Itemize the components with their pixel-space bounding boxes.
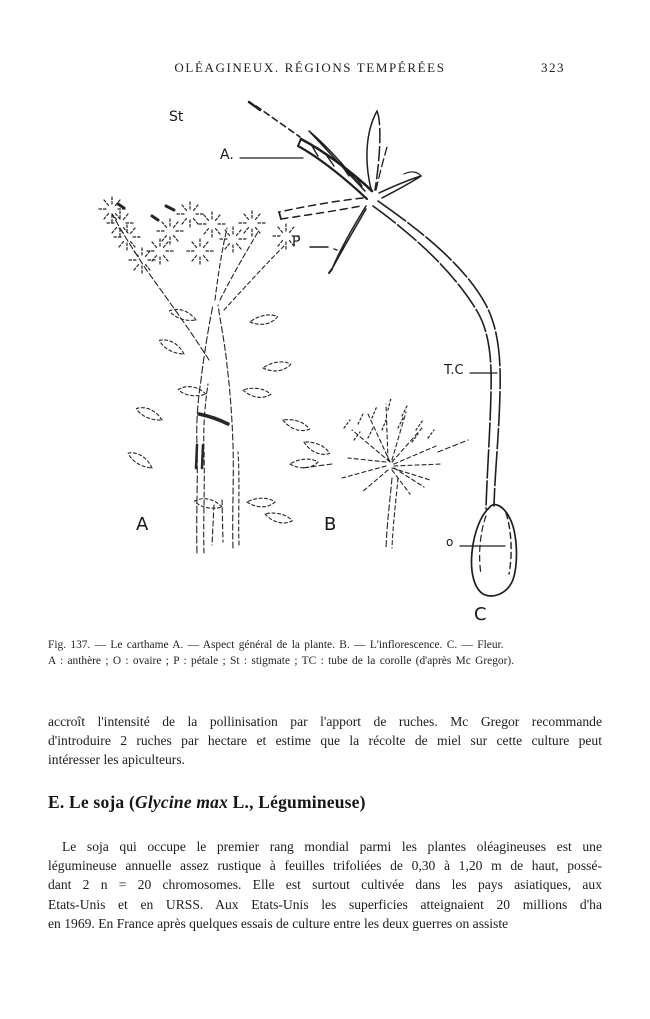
heading-suffix: L., Légumineuse) <box>228 792 366 812</box>
text-line: Etats-Unis et en URSS. Aux Etats-Unis les superficies atteignaient 20 millions d'ha <box>48 896 602 912</box>
leaves <box>126 307 331 525</box>
text-line: en 1969. En France après quelques essais de culture entre les deux guerres on assiste <box>48 915 509 931</box>
paragraph-pollination <box>48 712 602 770</box>
plant-a-sketch <box>99 197 331 553</box>
label-stigmate: St <box>169 109 184 125</box>
heading-prefix: E. Le soja ( <box>48 792 135 812</box>
paragraph-soja <box>48 837 602 933</box>
section-heading <box>48 792 366 813</box>
text-line: d'introduire 2 ruches par hectare et estime que la récolte de miel sur cette culture peut <box>48 733 602 749</box>
text-line: accroît l'intensité de la pollinisation par l'apport de ruches. Mc Gregor recommande <box>48 714 602 729</box>
text-line: intéresser les apiculteurs. <box>48 752 186 768</box>
label-ovaire: o <box>446 535 454 549</box>
part-letter-c: C <box>474 604 487 625</box>
caption-line-1: Fig. 137. — Le carthame A. — Aspect général de la plante. B. — L'inflorescence. C. — Fleur. <box>48 639 504 651</box>
label-petale: P <box>292 234 301 250</box>
text-line: légumineuse annuelle assez rustique à feuilles trifoliées de 0,30 à 1,20 m de haut, possé- <box>48 858 602 874</box>
text-line: dant 2 n = 20 chromosomes. Elle est surtout cultivée dans les pays asiatiques, aux <box>48 877 602 893</box>
page-number: 323 <box>541 60 565 75</box>
part-letter-b: B <box>324 514 337 535</box>
petal-pointer-line <box>310 247 337 250</box>
figure-caption <box>48 638 605 670</box>
flower-c-sketch <box>240 102 516 596</box>
label-anthere: A. <box>220 147 234 163</box>
caption-line-2: A : anthère ; O : ovaire ; P : pétale ; St : stigmate ; TC : tube de la corolle (d'après Mc Gregor). <box>48 654 515 667</box>
heading-species-name: Glycine max <box>134 792 229 812</box>
text-line: Le soja qui occupe le premier rang mondial parmi les plantes oléagineuses est une <box>62 839 602 854</box>
running-title: OLÉAGINEUX. RÉGIONS TEMPÉRÉES <box>174 60 446 75</box>
part-letter-a: A <box>136 514 149 535</box>
label-tube-corolle: T.C <box>444 363 464 378</box>
